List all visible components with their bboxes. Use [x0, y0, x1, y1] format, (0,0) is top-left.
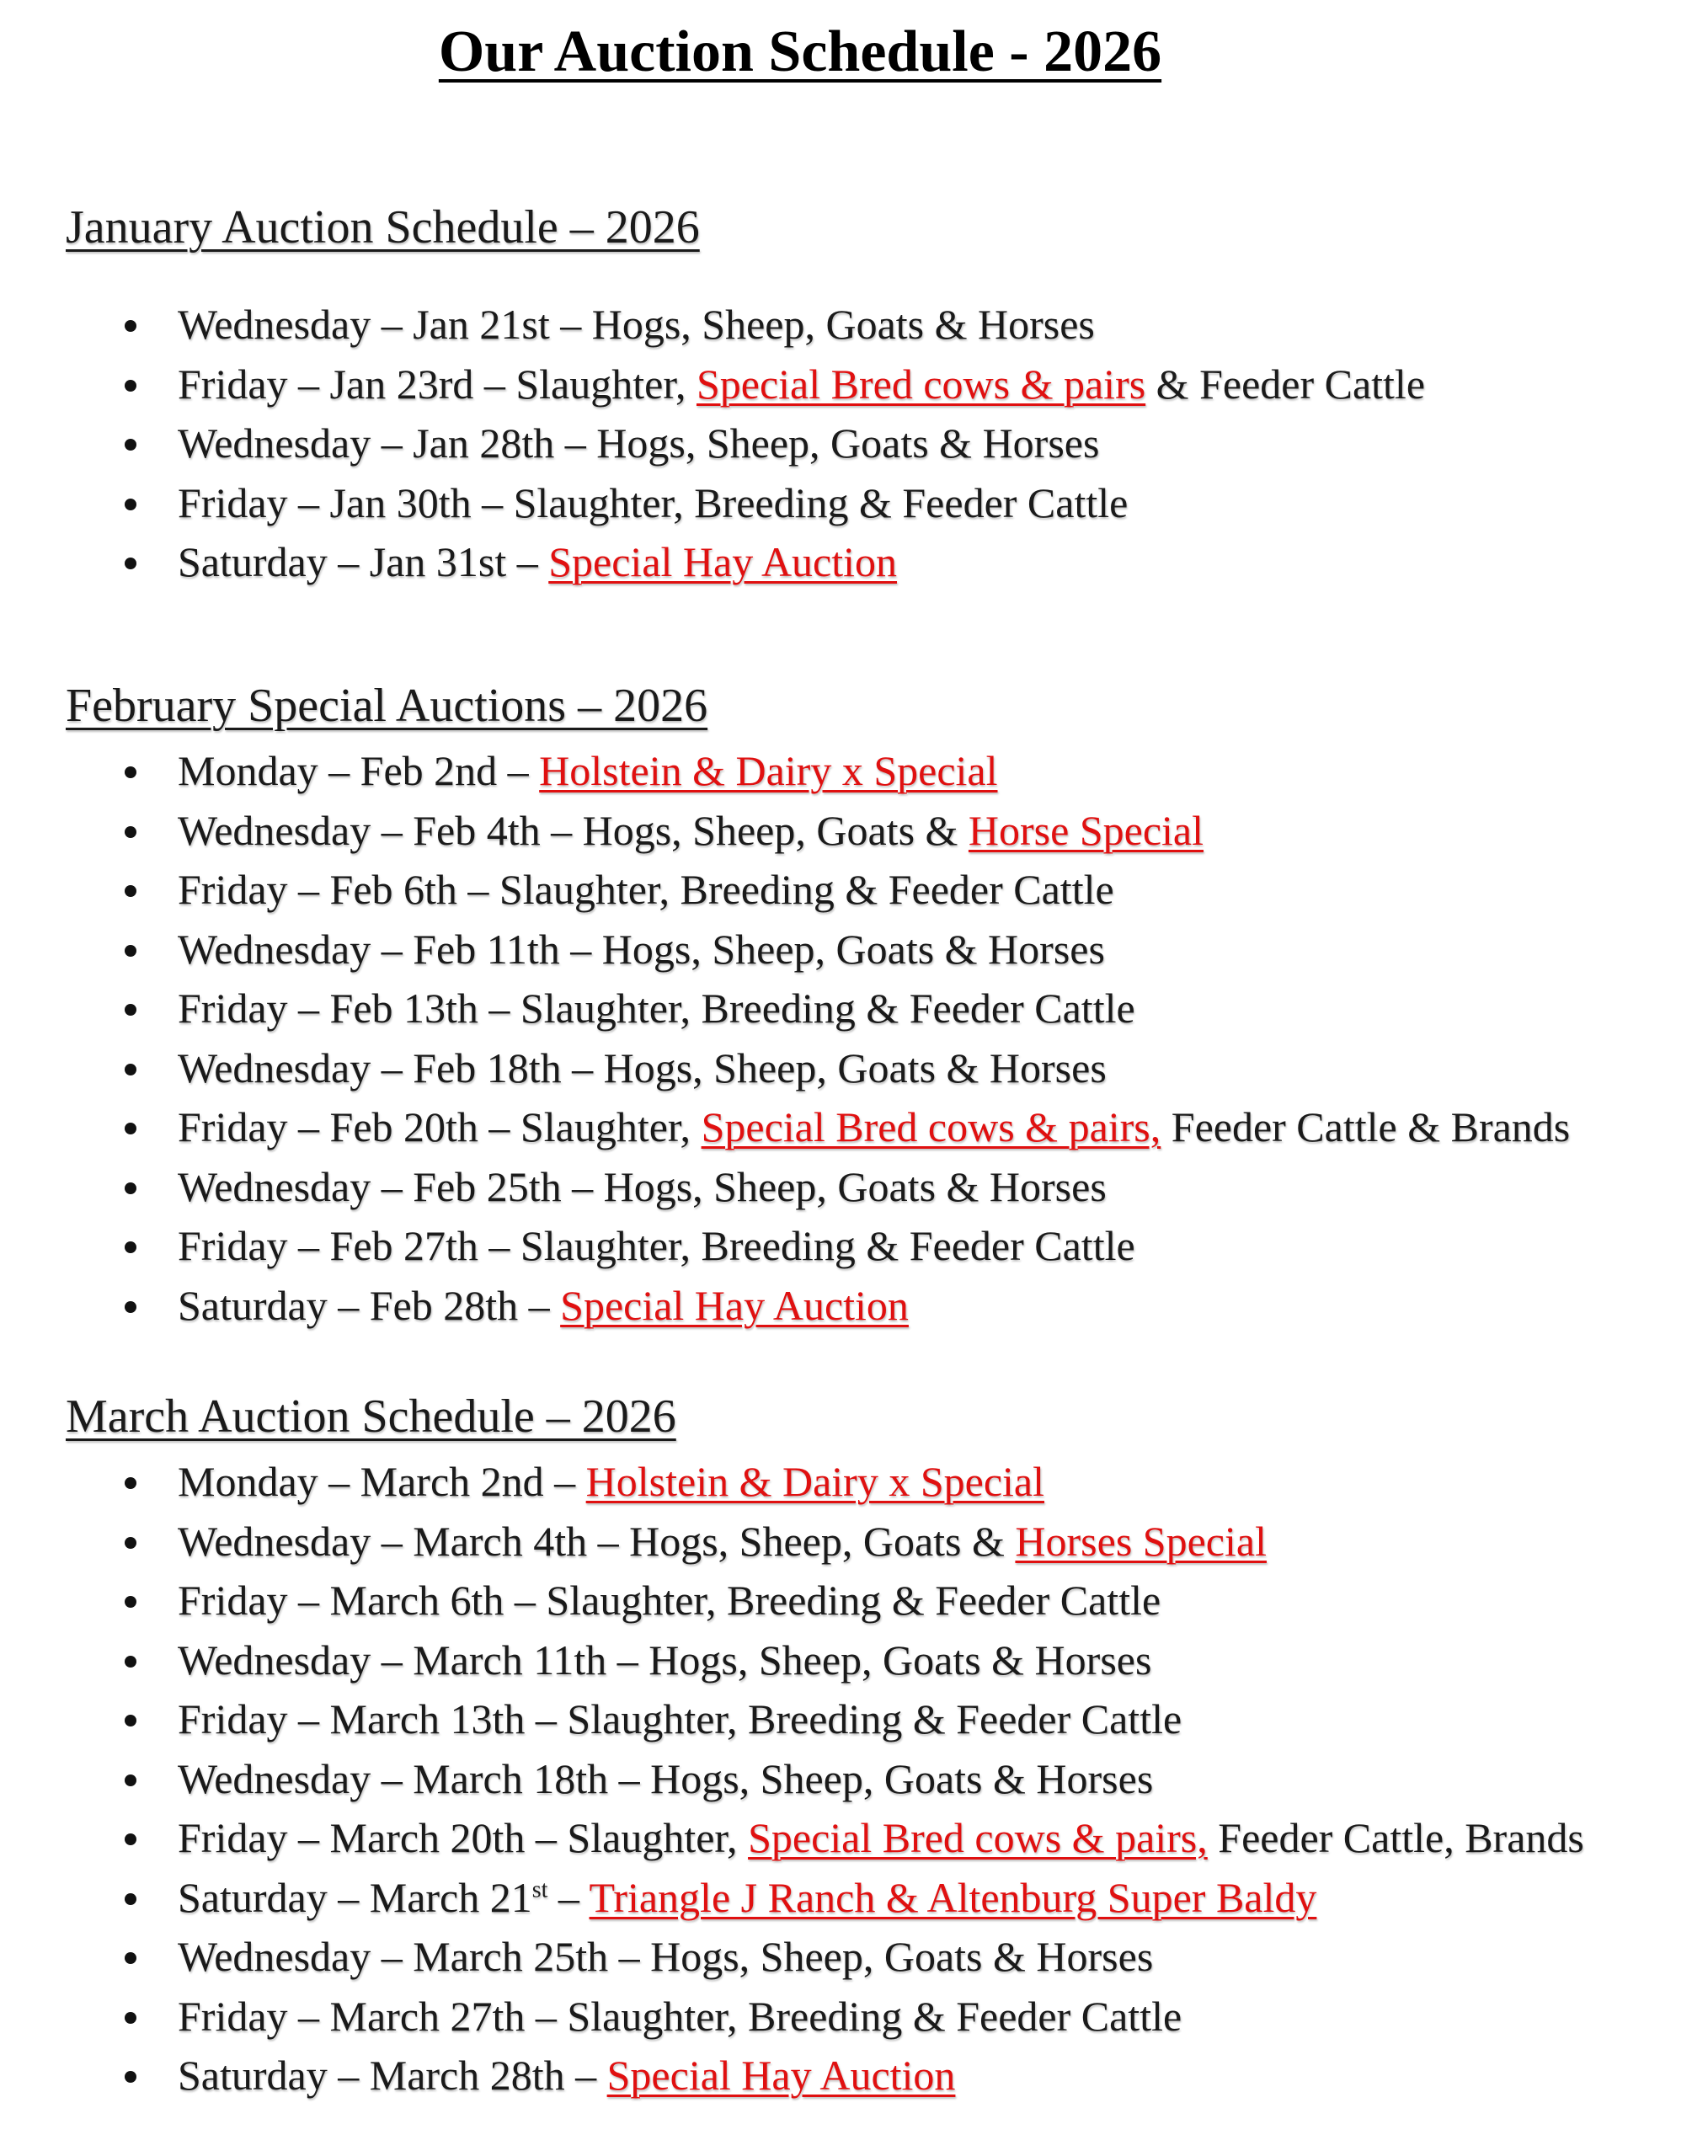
schedule-item-text: Feeder Cattle & Brands: [1161, 1103, 1571, 1150]
ordinal-suffix: st: [531, 1876, 548, 1903]
bullet-icon: [125, 558, 136, 569]
schedule-item: [66, 1927, 1691, 1987]
bullet-icon: [125, 945, 136, 957]
schedule-item-text: Friday – March 27th – Slaughter, Breeding & Feeder Cattle: [178, 1992, 1182, 2040]
schedule-item-text: Saturday – Jan 31st –: [178, 538, 549, 585]
bullet-icon: [125, 380, 136, 392]
schedule-item-text: Friday – Feb 20th – Slaughter,: [178, 1103, 702, 1150]
schedule-item-text: & Feeder Cattle: [1145, 360, 1426, 408]
schedule-item: [66, 414, 1691, 473]
schedule-item: [66, 473, 1691, 533]
bullet-icon: [125, 499, 136, 510]
bullet-icon: [125, 1477, 136, 1489]
special-auction-link[interactable]: Special Bred cows & pairs,: [701, 1103, 1161, 1150]
schedule-item-text: Wednesday – Feb 18th – Hogs, Sheep, Goats & Horses: [178, 1043, 1107, 1091]
bullet-icon: [125, 1893, 136, 1905]
schedule-item: [66, 920, 1691, 979]
schedule-item-text: Feeder Cattle, Brands: [1207, 1814, 1584, 1861]
schedule-item: [66, 1808, 1691, 1868]
bullet-icon: [125, 1123, 136, 1134]
special-auction-link[interactable]: Horses Special: [1015, 1517, 1267, 1565]
bullet-icon: [125, 885, 136, 897]
schedule-item: [66, 1452, 1691, 1512]
schedule-item: [66, 2046, 1691, 2105]
schedule-item: [66, 1097, 1691, 1157]
schedule-item-text: Friday – March 13th – Slaughter, Breeding & Feeder Cattle: [178, 1695, 1182, 1742]
schedule-item-text: Saturday – Feb 28th –: [178, 1281, 561, 1329]
bullet-icon: [125, 1715, 136, 1726]
bullet-icon: [125, 1004, 136, 1016]
schedule-item: [66, 1868, 1691, 1928]
special-auction-link[interactable]: Special Hay Auction: [548, 538, 898, 585]
schedule-item-text: Wednesday – Feb 4th – Hogs, Sheep, Goats &: [178, 806, 969, 854]
bullet-icon: [125, 1301, 136, 1313]
schedule-item: [66, 1987, 1691, 2047]
section-january: [66, 202, 1691, 592]
schedule-item: [66, 355, 1691, 414]
bullet-icon: [125, 1596, 136, 1608]
bullet-icon: [125, 1537, 136, 1549]
schedule-item-text: Friday – March 20th – Slaughter,: [178, 1814, 749, 1861]
bullet-icon: [125, 2012, 136, 2024]
special-auction-link[interactable]: Special Hay Auction: [560, 1281, 909, 1329]
schedule-item-text: Friday – Feb 27th – Slaughter, Breeding & Feeder Cattle: [178, 1222, 1135, 1269]
schedule-item: [66, 1038, 1691, 1098]
bullet-icon: [125, 1064, 136, 1075]
schedule-item-text: Wednesday – March 18th – Hogs, Sheep, Goats & Horses: [178, 1754, 1154, 1802]
schedule-item: [66, 1276, 1691, 1336]
section-march: [66, 1391, 1691, 2105]
special-auction-link[interactable]: Triangle J Ranch & Altenburg Super Baldy: [589, 1873, 1317, 1921]
schedule-item-text: Friday – Feb 6th – Slaughter, Breeding & Feeder Cattle: [178, 866, 1114, 913]
schedule-item: [66, 532, 1691, 592]
bullet-icon: [125, 826, 136, 838]
schedule-item-text: –: [547, 1873, 590, 1921]
schedule-item: [66, 1630, 1691, 1690]
schedule-item-text: Wednesday – Feb 25th – Hogs, Sheep, Goats & Horses: [178, 1162, 1107, 1210]
bullet-icon: [125, 766, 136, 778]
schedule-item: [66, 1689, 1691, 1749]
schedule-item-text: Monday – Feb 2nd –: [178, 747, 540, 794]
schedule-item-text: Wednesday – Jan 28th – Hogs, Sheep, Goats & Horses: [178, 419, 1100, 467]
schedule-item-text: Wednesday – March 11th – Hogs, Sheep, Goats & Horses: [178, 1636, 1152, 1684]
schedule-item: [66, 1512, 1691, 1572]
schedule-item: [66, 1571, 1691, 1630]
bullet-icon: [125, 320, 136, 332]
bullet-icon: [125, 1774, 136, 1786]
special-auction-link[interactable]: Holstein & Dairy x Special: [539, 747, 998, 794]
bullet-icon: [125, 1833, 136, 1845]
schedule-item-text: Friday – Jan 23rd – Slaughter,: [178, 360, 697, 408]
schedule-item-text: Wednesday – Feb 11th – Hogs, Sheep, Goats & Horses: [178, 925, 1105, 973]
section-february: [66, 680, 1691, 1335]
schedule-list: [66, 295, 1691, 592]
special-auction-link[interactable]: Special Hay Auction: [606, 2052, 956, 2099]
schedule-item-text: Saturday – March 21: [178, 1873, 532, 1921]
schedule-item: [66, 1749, 1691, 1809]
section-heading: January Auction Schedule – 2026: [66, 201, 700, 253]
section-heading: February Special Auctions – 2026: [66, 680, 708, 732]
schedule-item: [66, 1157, 1691, 1217]
schedule-list: [66, 1452, 1691, 2105]
schedule-item: [66, 860, 1691, 920]
schedule-item-text: Wednesday – March 25th – Hogs, Sheep, Goats & Horses: [178, 1933, 1154, 1980]
schedule-item-text: Friday – Jan 30th – Slaughter, Breeding & Feeder Cattle: [178, 478, 1129, 526]
schedule-item-text: Friday – March 6th – Slaughter, Breeding & Feeder Cattle: [178, 1577, 1161, 1624]
bullet-icon: [125, 439, 136, 451]
schedule-item: [66, 295, 1691, 355]
special-auction-link[interactable]: Special Bred cows & pairs,: [748, 1814, 1208, 1861]
special-auction-link[interactable]: Holstein & Dairy x Special: [585, 1458, 1044, 1505]
schedule-item: [66, 1216, 1691, 1276]
bullet-icon: [125, 1952, 136, 1964]
schedule-item-text: Monday – March 2nd –: [178, 1458, 586, 1505]
section-heading: March Auction Schedule – 2026: [66, 1390, 676, 1443]
schedule-item: [66, 801, 1691, 861]
bullet-icon: [125, 2071, 136, 2083]
schedule-item-text: Friday – Feb 13th – Slaughter, Breeding & Feeder Cattle: [178, 985, 1135, 1032]
bullet-icon: [125, 1182, 136, 1194]
page-title: Our Auction Schedule - 2026: [438, 19, 1162, 84]
schedule-item: [66, 979, 1691, 1038]
special-auction-link[interactable]: Special Bred cows & pairs: [696, 360, 1146, 408]
bullet-icon: [125, 1241, 136, 1253]
schedule-list: [66, 741, 1691, 1335]
schedule-item: [66, 741, 1691, 801]
schedule-item-text: Saturday – March 28th –: [178, 2052, 607, 2099]
schedule-item-text: Wednesday – March 4th – Hogs, Sheep, Goats &: [178, 1517, 1016, 1565]
schedule-item-text: Wednesday – Jan 21st – Hogs, Sheep, Goats & Horses: [178, 301, 1095, 348]
special-auction-link[interactable]: Horse Special: [968, 806, 1204, 854]
bullet-icon: [125, 1656, 136, 1668]
